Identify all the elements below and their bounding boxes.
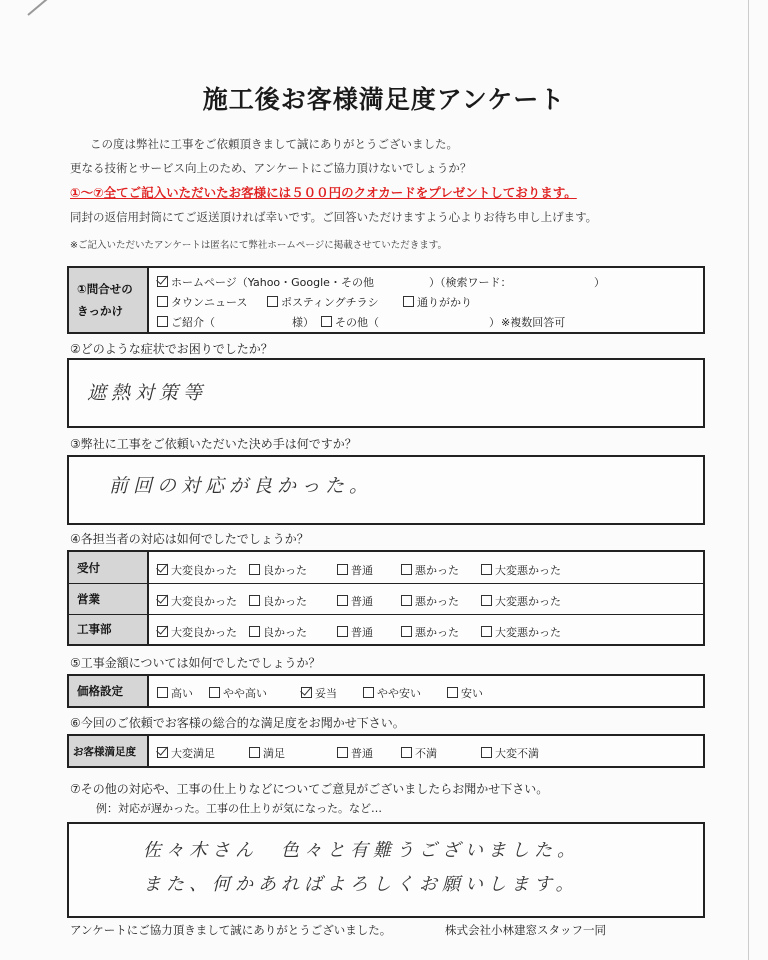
checkbox-icon[interactable] [157,296,168,307]
checkbox-icon[interactable] [337,626,348,637]
checkbox-icon[interactable] [249,626,260,637]
q7-answer-box[interactable] [67,822,705,918]
q4-row-label-construction: 工事部 [69,614,149,644]
q4-option-2-5[interactable]: 大変悪かった [481,593,561,609]
q1-multi-note: ※複数回答可 [501,316,566,329]
checkbox-checked-icon[interactable] [157,626,168,637]
checkbox-checked-icon[interactable] [157,747,168,758]
checkbox-icon[interactable] [337,747,348,758]
page-edge [748,0,749,960]
q5-option-4[interactable]: やや安い [363,685,421,701]
q6-table [67,734,705,768]
checkbox-icon[interactable] [157,316,168,327]
q3-question: ③弊社に工事をご依頼いただいた決め手は何ですか？ [70,437,357,451]
promo-text: ①～⑦全てご記入いただいたお客様には５００円のクオカードをプレゼントしております。 [70,185,577,200]
q4-option-2-1[interactable]: 大変良かった [157,593,237,609]
q5-option-5[interactable]: 安い [447,685,483,701]
q4-option-1-4[interactable]: 悪かった [401,562,459,578]
q1-option-town[interactable]: タウンニュース [157,294,247,310]
q7-question: ⑦その他の対応や、工事の仕上りなどについてご意見がございましたらお聞かせ下さい。 [70,782,549,796]
intro-line-2: 更なる技術とサービス向上のため、アンケートにご協力頂けないでしょうか？ [70,161,472,175]
checkbox-checked-icon[interactable] [157,276,168,287]
q1-option-passing[interactable]: 通りがかり [403,294,472,310]
q4-option-2-2[interactable]: 良かった [249,593,307,609]
q4-option-3-5[interactable]: 大変悪かった [481,624,561,640]
q4-option-1-5[interactable]: 大変悪かった [481,562,561,578]
q5-option-1[interactable]: 高い [157,685,193,701]
q4-option-3-3[interactable]: 普通 [337,624,373,640]
checkbox-icon[interactable] [401,564,412,575]
q7-handwritten-line-2: また、何かあればよろしくお願いします。 [143,874,579,895]
return-note: 同封の返信用封筒にてご返送頂ければ幸いです。ご回答いただけますよう心よりお待ち申し上げます。 [70,210,598,224]
checkbox-checked-icon[interactable] [157,564,168,575]
q4-option-2-3[interactable]: 普通 [337,593,373,609]
row-divider [69,583,703,584]
checkbox-icon[interactable] [337,595,348,606]
checkbox-icon[interactable] [481,595,492,606]
q4-option-3-1[interactable]: 大変良かった [157,624,237,640]
checkbox-icon[interactable] [481,564,492,575]
checkbox-icon[interactable] [403,296,414,307]
checkbox-checked-icon[interactable] [301,687,312,698]
checkbox-icon[interactable] [267,296,278,307]
checkbox-icon[interactable] [321,316,332,327]
q1-option-referral[interactable]: ご紹介（ 様） [157,314,314,330]
q6-option-5[interactable]: 大変不満 [481,745,539,761]
q5-option-3[interactable]: 妥当 [301,685,337,701]
checkbox-icon[interactable] [363,687,374,698]
q6-question: ⑥今回のご依頼でお客様の総合的な満足度をお聞かせ下さい。 [70,716,405,730]
q4-row-label-sales: 営業 [69,583,149,614]
footer-thanks: アンケートにご協力頂きまして誠にありがとうございました。 [70,923,392,937]
q6-option-4[interactable]: 不満 [401,745,437,761]
q3-handwritten-answer: 前回の対応が良かった。 [109,475,374,497]
q2-handwritten-answer: 遮熱対策等 [87,382,208,404]
checkbox-icon[interactable] [401,595,412,606]
q5-question: ⑤工事金額については如何でしたでしょうか？ [70,656,321,670]
q6-option-1[interactable]: 大変満足 [157,745,215,761]
checkbox-icon[interactable] [209,687,220,698]
privacy-note: ※ご記入いただいたアンケートは匿名にて弊社ホームページに掲載させていただきます。 [70,240,447,251]
q4-option-3-2[interactable]: 良かった [249,624,307,640]
q6-option-2[interactable]: 満足 [249,745,285,761]
checkbox-icon[interactable] [447,687,458,698]
checkbox-icon[interactable] [157,687,168,698]
q5-option-2[interactable]: やや高い [209,685,267,701]
q2-question: ②どのような症状でお困りでしたか？ [70,342,273,356]
scan-mark [27,0,54,16]
q5-table [67,674,705,708]
q4-option-1-3[interactable]: 普通 [337,562,373,578]
q4-option-3-4[interactable]: 悪かった [401,624,459,640]
q7-handwritten-line-1: 佐々木さん 色々と有難うございました。 [143,840,580,861]
checkbox-checked-icon[interactable] [157,595,168,606]
checkbox-icon[interactable] [481,747,492,758]
q1-label [69,268,149,332]
q4-table [67,550,705,646]
checkbox-icon[interactable] [337,564,348,575]
intro-line-1: この度は弊社に工事をご依頼頂きまして誠にありがとうございました。 [90,137,458,151]
q7-example: 例：対応が遅かった。工事の仕上りが気になった。など… [96,802,382,815]
checkbox-icon[interactable] [481,626,492,637]
checkbox-icon[interactable] [249,564,260,575]
q4-option-1-2[interactable]: 良かった [249,562,307,578]
q2-answer-box[interactable] [67,358,705,428]
q1-label-line1: ①問合せの [77,282,133,296]
checkbox-icon[interactable] [401,626,412,637]
checkbox-icon[interactable] [401,747,412,758]
q1-box [67,266,705,334]
q6-option-3[interactable]: 普通 [337,745,373,761]
row-divider [69,614,703,615]
q5-label: 価格設定 [69,676,149,706]
q3-answer-box[interactable] [67,455,705,525]
q4-option-2-4[interactable]: 悪かった [401,593,459,609]
q4-question: ④各担当者の対応は如何でしたでしょうか？ [70,532,309,546]
q1-option-posting[interactable]: ポスティングチラシ [267,294,379,310]
q1-option-other[interactable]: その他（ ） [321,314,500,330]
q4-option-1-1[interactable]: 大変良かった [157,562,237,578]
checkbox-icon[interactable] [249,595,260,606]
page-title: 施工後お客様満足度アンケート [202,85,566,114]
q6-label: お客様満足度 [69,736,149,766]
q4-row-label-reception: 受付 [69,552,149,583]
checkbox-icon[interactable] [249,747,260,758]
q1-option-homepage[interactable]: ホームページ（Yahoo・Google・その他 ）（検索ワード： ） [157,274,605,290]
footer-company: 株式会社小林建窓スタッフ一同 [445,923,606,937]
q1-label-line2: きっかけ [77,304,123,318]
